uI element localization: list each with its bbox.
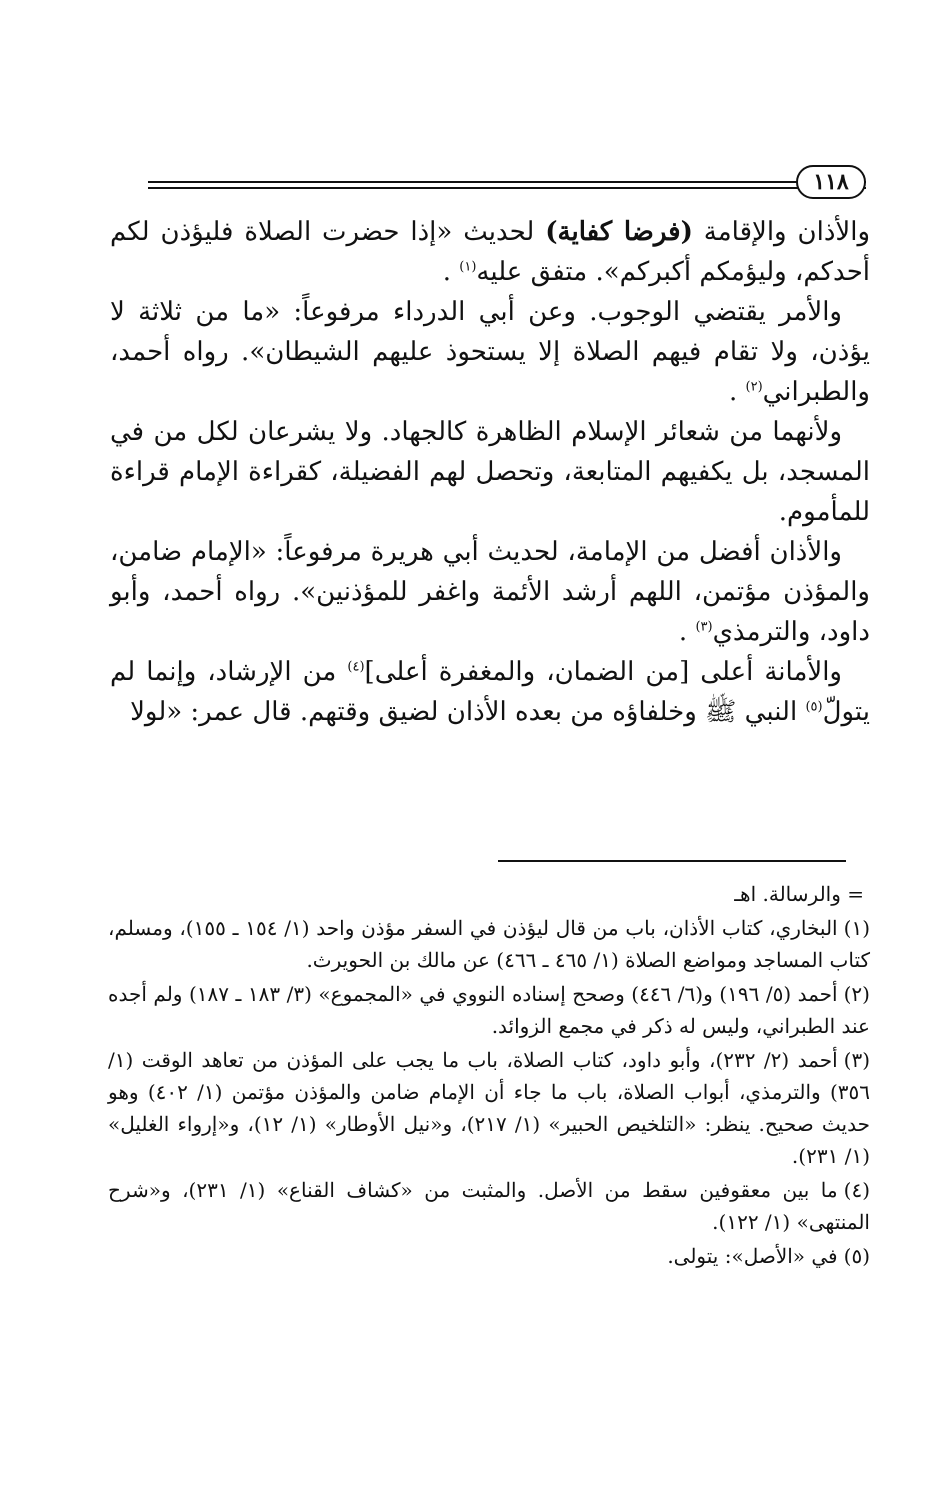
footnote-separator bbox=[498, 860, 846, 862]
footnote-number: (١) bbox=[843, 916, 870, 940]
footnote-number bbox=[864, 882, 870, 906]
footnote-text: = والرسالة. اهـ bbox=[734, 882, 864, 906]
footnote-ref[interactable]: (١) bbox=[459, 259, 477, 275]
footnote-text: ما بين معقوفين سقط من الأصل. والمثبت من «كشاف القناع» (١/ ٢٣١)، و«شرح المنتهى» (١/ ١٢٢). bbox=[108, 1178, 870, 1234]
footnote-number: (٣) bbox=[843, 1048, 871, 1072]
header-rule bbox=[148, 181, 866, 183]
footnote-item bbox=[108, 878, 870, 910]
footnote-number: (٢) bbox=[843, 982, 870, 1006]
paragraph: والأذان أفضل من الإمامة، لحديث أبي هريرة مرفوعاً: «الإمام ضامن، والمؤذن مؤتمن، اللهم أرشد الأئمة واغفر للمؤذنين». رواه أحمد، وأبو داود، والترمذي$^{(٣)}$ . bbox=[110, 537, 870, 647]
footnote-number: (٥) bbox=[843, 1244, 870, 1268]
footnote-text: أحمد (٢/ ٢٣٢)، وأبو داود، كتاب الصلاة، باب ما يجب على المؤذن من تعاهد الوقت (١/ ٣٥٦) والترمذي، أبواب الصلاة، باب ما جاء أن الإمام ضامن والمؤذن مؤتمن (١/ ٤٠٢) وهو حديث صحيح. ينظر: «التلخيص الحبير» (١/ ٢١٧)، و«نيل الأوطار» (١/ ١٢)، و«إرواء الغليل» (١/ ٢٣١). bbox=[108, 1048, 870, 1168]
footnote-ref[interactable]: (٥) bbox=[805, 699, 823, 715]
page-header bbox=[148, 165, 866, 199]
paragraph: والأمر يقتضي الوجوب. وعن أبي الدرداء مرفوعاً: «ما من ثلاثة لا يؤذن، ولا تقام فيهم الصلاة إلا يستحوذ عليهم الشيطان». رواه أحمد، والطبراني$^{(٢)}$ . bbox=[110, 297, 870, 407]
footnote-ref[interactable]: (٤) bbox=[347, 659, 365, 675]
footnote-item bbox=[108, 1240, 870, 1272]
bold-phrase: (فرضا كفاية) bbox=[545, 217, 693, 247]
footnotes bbox=[108, 878, 870, 1274]
footnote-item bbox=[108, 912, 870, 976]
footnote-text: البخاري، كتاب الأذان، باب من قال ليؤذن في السفر مؤذن واحد (١/ ١٥٤ ـ ١٥٥)، ومسلم، كتاب المساجد ومواضع الصلاة (١/ ٤٦٥ ـ ٤٦٦) عن مالك بن الحويرث. bbox=[108, 916, 870, 972]
paragraph: والأذان والإقامة (فرضا كفاية) لحديث «إذا حضرت الصلاة فليؤذن لكم أحدكم، وليؤمكم أكبركم». متفق عليه$^{(١)}$ . bbox=[110, 217, 871, 287]
page-number-badge bbox=[796, 165, 866, 199]
header-rule bbox=[148, 187, 866, 189]
page-number: ١١٨ bbox=[813, 169, 849, 195]
footnote-number: (٤) bbox=[843, 1178, 870, 1202]
paragraph: والأمانة أعلى [من الضمان، والمغفرة أعلى]$^{(٤)}$ من الإرشاد، وإنما لم يتولّ$^{(٥)}$ النبي ﷺ وخلفاؤه من بعده الأذان لضيق وقتهم. قال عمر: «لولا bbox=[110, 657, 870, 727]
footnote-ref[interactable]: (٣) bbox=[695, 619, 713, 635]
footnote-text: في «الأصل»: يتولى. bbox=[667, 1244, 838, 1268]
footnote-text: أحمد (٥/ ١٩٦) و(٦/ ٤٤٦) وصحح إسناده النووي في «المجموع» (٣/ ١٨٣ ـ ١٨٧) ولم أجده عند الطبراني، وليس له ذكر في مجمع الزوائد. bbox=[108, 982, 870, 1038]
footnote-item bbox=[108, 978, 870, 1042]
paragraph: ولأنهما من شعائر الإسلام الظاهرة كالجهاد. ولا يشرعان لكل من في المسجد، بل يكفيهم المتابعة، وتحصل لهم الفضيلة، كقراءة الإمام قراءة للمأموم. bbox=[110, 417, 870, 527]
footnote-item bbox=[108, 1044, 870, 1172]
footnote-item bbox=[108, 1174, 870, 1238]
main-text bbox=[110, 212, 870, 732]
footnote-ref[interactable]: (٢) bbox=[745, 379, 763, 395]
